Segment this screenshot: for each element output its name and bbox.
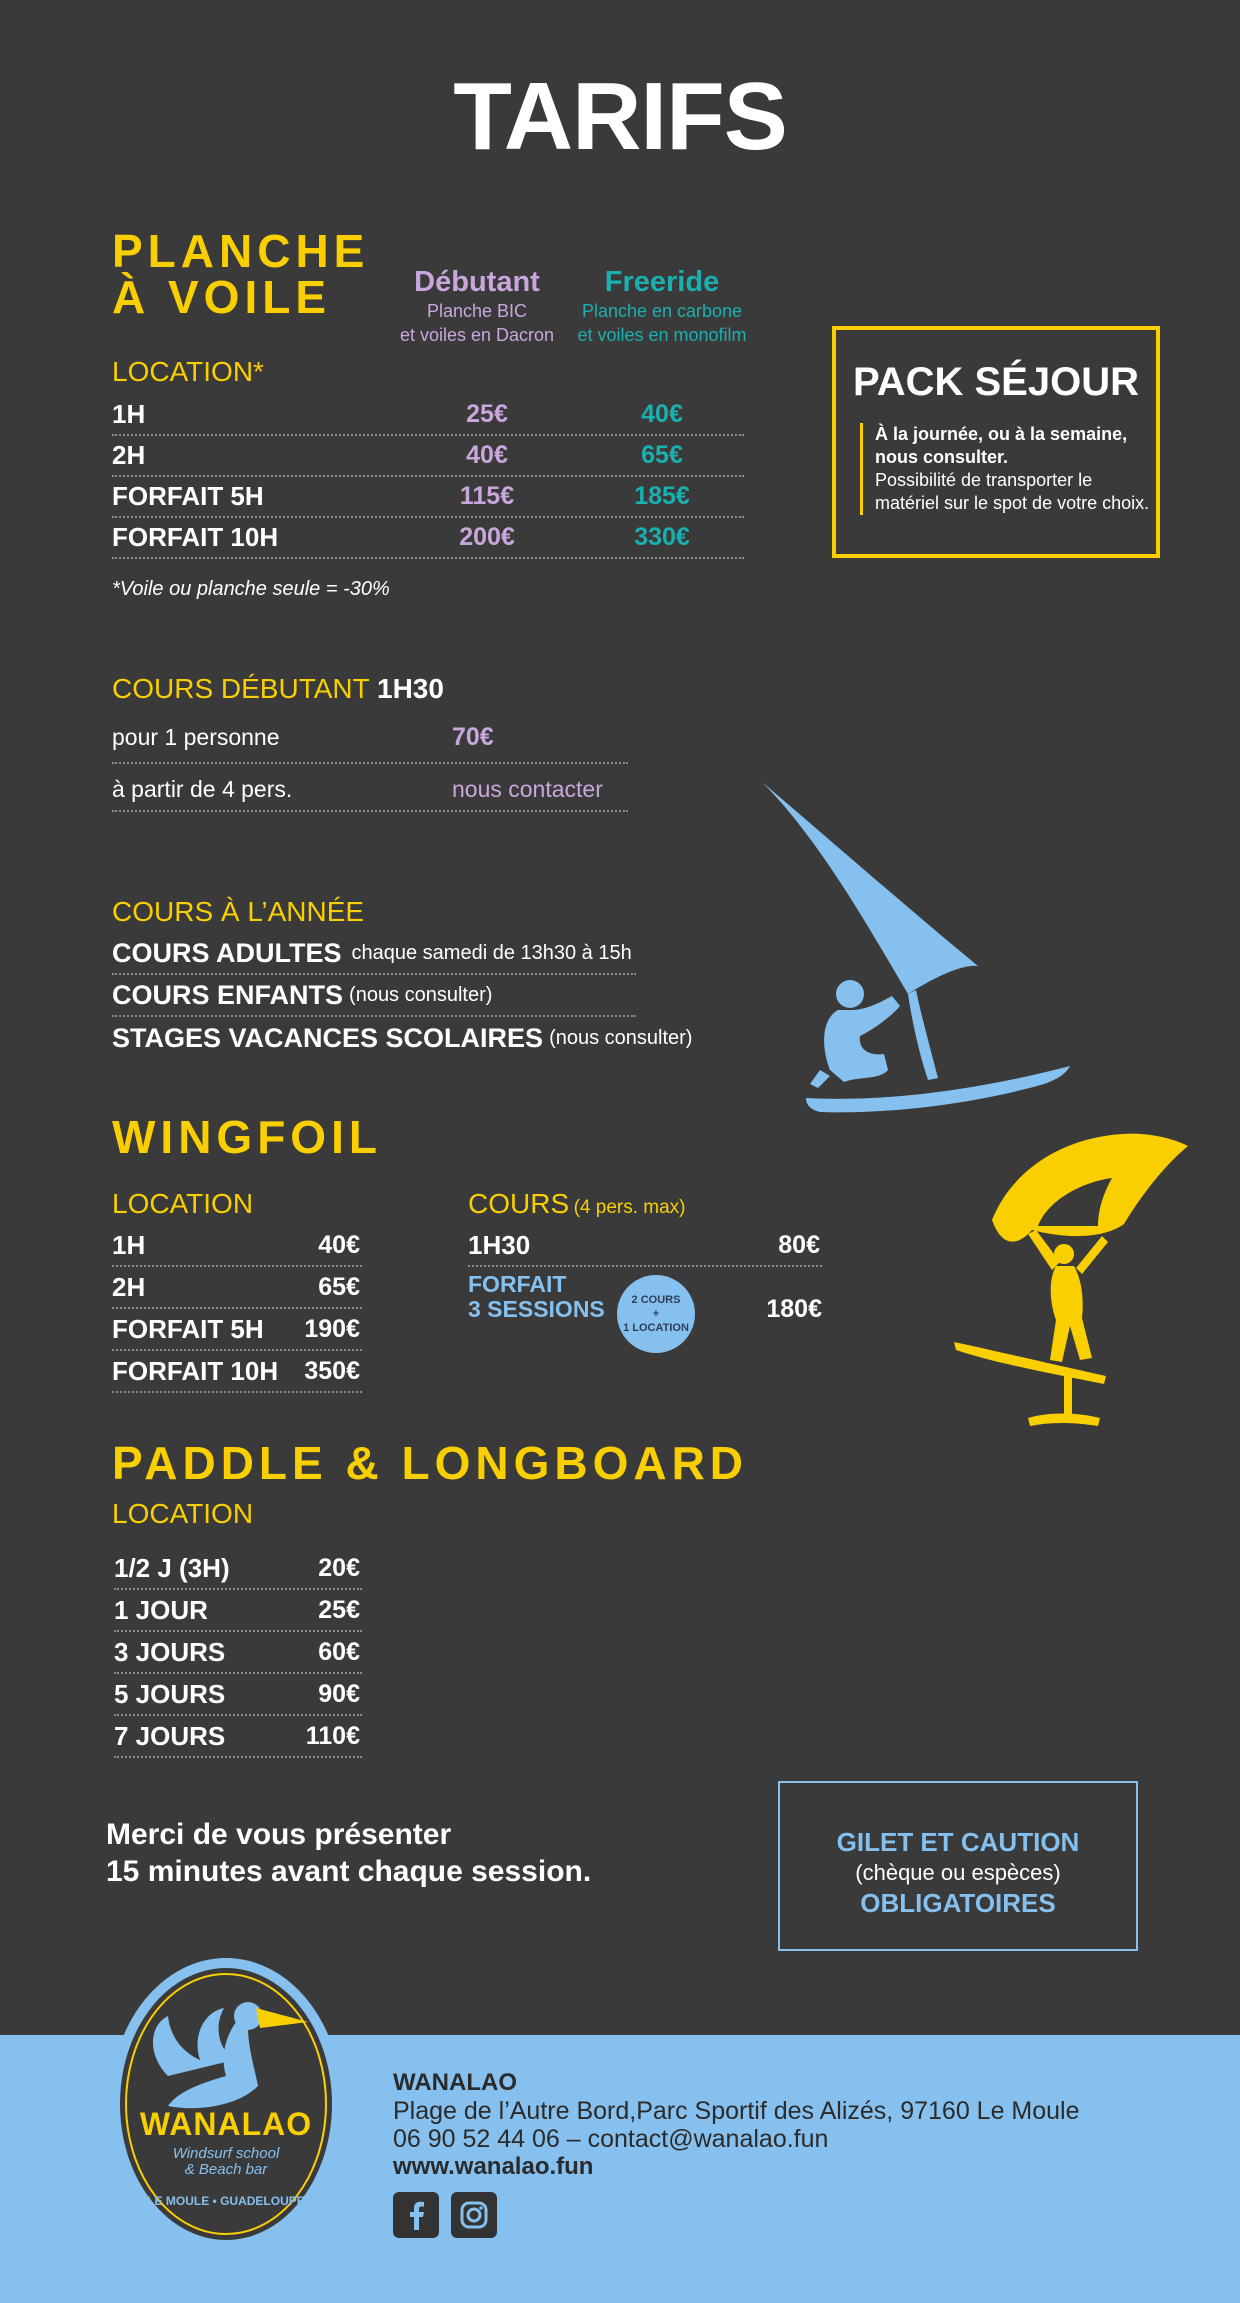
- logo-tagline1: Windsurf school: [172, 2145, 280, 2162]
- cours-debutant-title: COURS DÉBUTANT: [112, 673, 370, 704]
- merci-line1: Merci de vous présenter: [106, 1818, 452, 1851]
- footer-name: WANALAO: [393, 2069, 517, 2096]
- logo-tagline2: & Beach bar: [184, 2161, 268, 2178]
- col-freeride-header: [572, 266, 752, 346]
- forfait-badge: [617, 1275, 695, 1353]
- planche-heading: [112, 225, 370, 323]
- row-label: 1H: [112, 1230, 146, 1260]
- row-label: à partir de 4 pers.: [112, 775, 293, 802]
- table-row: [112, 1310, 362, 1351]
- planche-heading-line1: PLANCHE: [112, 225, 370, 277]
- cours-label: COURS: [468, 1188, 570, 1219]
- price-freeride: 185€: [634, 482, 690, 510]
- table-row: [112, 1018, 692, 1059]
- cours-debutant-heading: [112, 673, 444, 705]
- row-value: 190€: [304, 1315, 360, 1343]
- wingfoil-heading: WINGFOIL: [112, 1111, 382, 1163]
- row-value: nous contacter: [452, 775, 603, 802]
- planche-note: *Voile ou planche seule = -30%: [112, 578, 390, 600]
- gilet-line1: GILET ET CAUTION: [836, 1827, 1080, 1857]
- pack-bold-line1: À la journée, ou à la semaine,: [875, 424, 1128, 444]
- table-row: [114, 1591, 362, 1632]
- planche-heading-line2: À VOILE: [112, 271, 332, 323]
- col-freeride-line2: et voiles en monofilm: [577, 325, 747, 345]
- gilet-caution-box: [778, 1781, 1138, 1951]
- row-detail: (nous consulter): [349, 984, 493, 1006]
- row-value: 350€: [304, 1357, 360, 1385]
- table-row: [114, 1549, 362, 1590]
- table-row: [112, 395, 744, 436]
- col-freeride-line1: Planche en carbone: [581, 301, 743, 321]
- row-detail: chaque samedi de 13h30 à 15h: [351, 942, 632, 964]
- row-detail: (nous consulter): [549, 1027, 693, 1049]
- row-value: 40€: [318, 1231, 360, 1259]
- row-value: 25€: [318, 1596, 360, 1624]
- footer-address: Plage de l’Autre Bord,Parc Sportif des Alizés, 97160 Le Moule: [393, 2097, 1080, 2125]
- price-debutant: 115€: [459, 482, 515, 510]
- table-row: [112, 934, 636, 975]
- row-label: pour 1 personne: [112, 723, 280, 750]
- forfait-value: 180€: [766, 1295, 822, 1323]
- col-debutant-title: Débutant: [414, 266, 540, 298]
- pack-line4: matériel sur le spot de votre choix.: [875, 493, 1150, 513]
- footer-info: [393, 2069, 1080, 2181]
- pack-title: PACK SÉJOUR: [853, 360, 1139, 404]
- table-row: [114, 1717, 362, 1758]
- wingfoil-illustration: [952, 1130, 1188, 1430]
- logo-place: LE MOULE • GUADELOUPE: [147, 2194, 305, 2208]
- forfait-label: [468, 1272, 605, 1322]
- col-freeride-title: Freeride: [604, 266, 720, 298]
- row-label: FORFAIT 5H: [112, 1314, 264, 1344]
- row-label: 2H: [112, 1272, 146, 1302]
- row-label: 1/2 J (3H): [114, 1553, 230, 1583]
- row-label: FORFAIT 10H: [112, 1356, 279, 1386]
- cours-note: (4 pers. max): [573, 1197, 686, 1218]
- row-label: COURS ADULTES: [112, 938, 342, 968]
- gilet-line2: (chèque ou espèces): [855, 1860, 1061, 1885]
- pack-bold-line2: nous consulter.: [875, 447, 1009, 467]
- row-label: 2H: [112, 440, 146, 470]
- table-row: [112, 518, 744, 559]
- pack-line3: Possibilité de transporter le: [875, 470, 1093, 490]
- windsurfer-illustration: [760, 780, 1080, 1116]
- price-debutant: 25€: [466, 400, 508, 428]
- price-debutant: 40€: [466, 441, 508, 469]
- footer-contact[interactable]: 06 90 52 44 06 – contact@wanalao.fun: [393, 2125, 829, 2153]
- table-row: [112, 477, 744, 518]
- table-row: [112, 976, 636, 1017]
- row-label: 3 JOURS: [114, 1637, 226, 1667]
- row-label: FORFAIT 5H: [112, 481, 264, 511]
- price-freeride: 40€: [641, 400, 683, 428]
- wingfoil-location-label: LOCATION: [112, 1188, 254, 1219]
- merci-message: [106, 1816, 591, 1890]
- paddle-location-label: LOCATION: [112, 1498, 254, 1529]
- pack-sejour-box: [832, 326, 1160, 558]
- row-value: 20€: [318, 1554, 360, 1582]
- table-row: [112, 1268, 362, 1309]
- row-label: 5 JOURS: [114, 1679, 226, 1709]
- price-freeride: 330€: [634, 523, 690, 551]
- cours-annee-heading: COURS À L’ANNÉE: [112, 896, 365, 927]
- col-debutant-header: [392, 266, 562, 346]
- instagram-icon[interactable]: [451, 2192, 497, 2238]
- badge-line2: +: [652, 1308, 660, 1320]
- col-debutant-line1: Planche BIC: [426, 301, 528, 321]
- row-value: 70€: [452, 722, 494, 751]
- price-freeride: 65€: [641, 441, 683, 469]
- wingfoil-cours-heading: [468, 1188, 686, 1220]
- row-value: 60€: [318, 1638, 360, 1666]
- planche-location-label: LOCATION*: [112, 356, 264, 387]
- forfait-line2: 3 SESSIONS: [468, 1296, 605, 1322]
- gilet-line3: OBLIGATOIRES: [860, 1888, 1056, 1918]
- row-value: 110€: [305, 1722, 360, 1750]
- price-debutant: 200€: [459, 523, 515, 551]
- table-row: [114, 1633, 362, 1674]
- pack-text: [860, 423, 1156, 515]
- table-row: [468, 1226, 822, 1267]
- cours-debutant-duration: 1H30: [377, 673, 444, 704]
- table-row: [112, 712, 628, 764]
- row-label: 7 JOURS: [114, 1721, 226, 1751]
- forfait-line1: FORFAIT: [468, 1271, 567, 1297]
- col-debutant-line2: et voiles en Dacron: [399, 325, 555, 345]
- table-row: [112, 436, 744, 477]
- row-value: 65€: [318, 1273, 360, 1301]
- table-row: [112, 768, 628, 812]
- table-row: [112, 1226, 362, 1267]
- badge-line1: 2 COURS: [631, 1294, 681, 1306]
- row-label: 1H: [112, 399, 146, 429]
- row-label: FORFAIT 10H: [112, 522, 279, 552]
- table-row: [112, 1352, 362, 1393]
- row-label: COURS ENFANTS: [112, 980, 344, 1010]
- table-row: [114, 1675, 362, 1716]
- paddle-heading: PADDLE & LONGBOARD: [112, 1437, 749, 1489]
- facebook-icon[interactable]: [393, 2192, 439, 2238]
- badge-line3: 1 LOCATION: [623, 1322, 689, 1334]
- logo-name: WANALAO: [139, 2106, 313, 2142]
- footer-website[interactable]: www.wanalao.fun: [393, 2153, 594, 2180]
- row-value: 80€: [778, 1231, 820, 1259]
- row-label: STAGES VACANCES SCOLAIRES: [112, 1023, 544, 1053]
- row-value: 90€: [318, 1680, 360, 1708]
- page-title: TARIFS: [453, 63, 787, 170]
- row-label: 1 JOUR: [114, 1595, 208, 1625]
- merci-line2: 15 minutes avant chaque session.: [106, 1855, 592, 1888]
- logo-tagline: [108, 2146, 344, 2178]
- wanalao-logo: [108, 1956, 344, 2252]
- row-label: 1H30: [468, 1230, 531, 1260]
